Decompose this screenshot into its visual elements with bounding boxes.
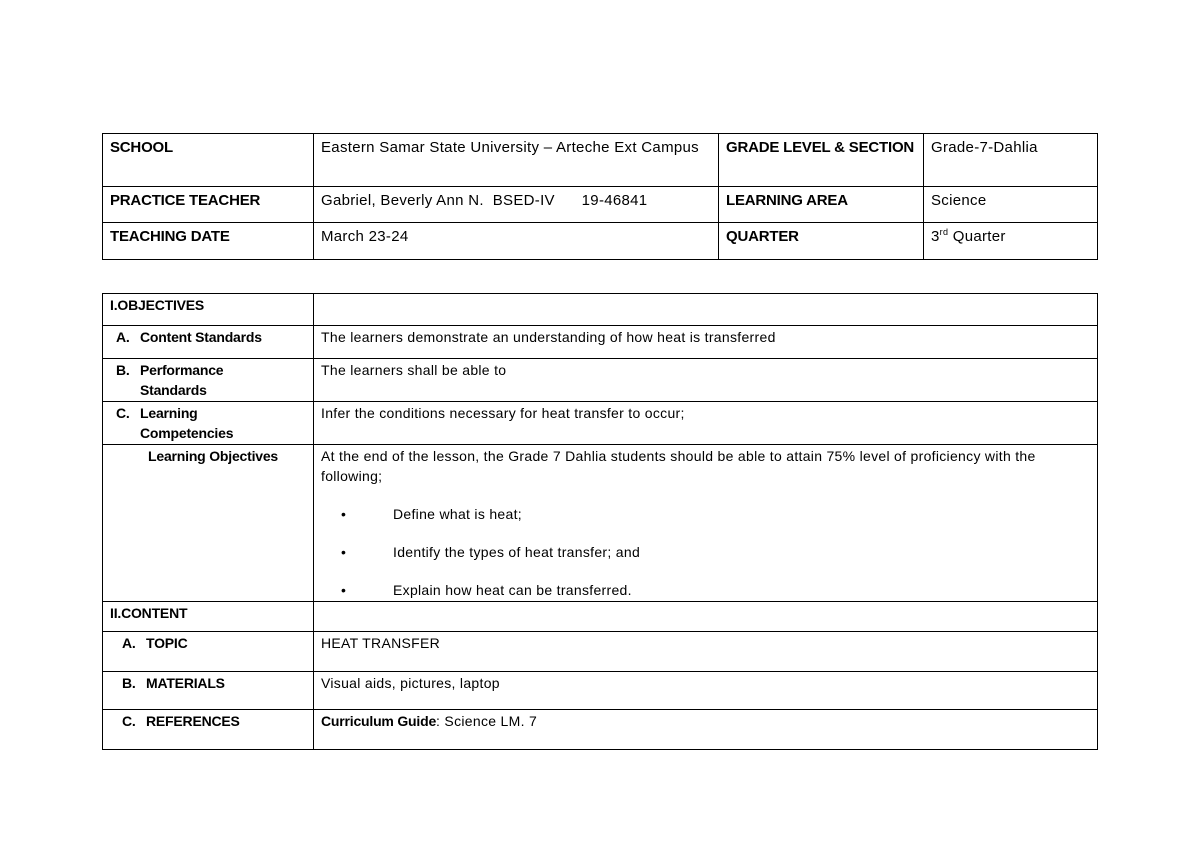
- objectives-heading-empty: [314, 294, 1098, 326]
- references-text-value: : Science LM. 7: [436, 713, 538, 729]
- references-value: [314, 710, 1098, 750]
- date-row: [103, 223, 1098, 260]
- objectives-heading-row: [103, 294, 1098, 326]
- teaching-date-label: TEACHING DATE: [103, 223, 314, 260]
- content-standards-text: Content Standards: [140, 329, 262, 345]
- quarter-value: [924, 223, 1098, 260]
- practice-teacher-value: Gabriel, Beverly Ann N. BSED-IV 19-46841: [314, 187, 719, 223]
- lesson-plan-table: [102, 293, 1098, 750]
- bullet-icon: •: [341, 506, 347, 522]
- competencies-letter: C.: [116, 405, 130, 421]
- topic-value: HEAT TRANSFER: [314, 632, 1098, 672]
- content-standards-row: [103, 326, 1098, 359]
- school-value: Eastern Samar State University – Arteche Ext Campus: [314, 134, 719, 187]
- teacher-row: [103, 187, 1098, 223]
- school-row: [103, 134, 1098, 187]
- bullet-icon: •: [341, 582, 347, 598]
- grade-level-label: GRADE LEVEL & SECTION: [719, 134, 924, 187]
- practice-teacher-label: PRACTICE TEACHER: [103, 187, 314, 223]
- objectives-heading: I.OBJECTIVES: [103, 294, 314, 326]
- learning-objectives-label: Learning Objectives: [103, 445, 314, 602]
- competencies-row: [103, 402, 1098, 445]
- content-standards-letter: A.: [116, 329, 130, 345]
- grade-level-value: Grade-7-Dahlia: [924, 134, 1098, 187]
- school-label: SCHOOL: [103, 134, 314, 187]
- content-standards-value: The learners demonstrate an understanding of how heat is transferred: [314, 326, 1098, 359]
- school-info-table: [102, 133, 1098, 260]
- learning-objectives-row: [103, 445, 1098, 602]
- references-row: [103, 710, 1098, 750]
- topic-text: TOPIC: [146, 635, 188, 651]
- content-standards-label: [110, 327, 306, 347]
- content-heading-row: [103, 602, 1098, 632]
- content-heading-empty: [314, 602, 1098, 632]
- quarter-number: 3: [931, 228, 940, 245]
- topic-letter: A.: [122, 635, 136, 651]
- list-item: [321, 504, 1090, 524]
- competencies-text: Learning Competencies: [140, 405, 234, 441]
- competencies-value: Infer the conditions necessary for heat transfer to occur;: [314, 402, 1098, 445]
- content-heading: II.CONTENT: [103, 602, 314, 632]
- list-item: [321, 542, 1090, 562]
- objective-text: Define what is heat;: [393, 506, 522, 522]
- performance-standards-letter: B.: [116, 362, 130, 378]
- references-guide: Curriculum Guide: [321, 713, 437, 729]
- competencies-label: [110, 403, 306, 443]
- references-label: [110, 711, 306, 731]
- references-letter: C.: [122, 713, 136, 729]
- learning-objectives-cell: [314, 445, 1098, 602]
- quarter-ordinal: rd: [939, 227, 949, 237]
- materials-label: [110, 673, 306, 693]
- materials-text: MATERIALS: [146, 675, 225, 691]
- performance-standards-label: [110, 360, 306, 400]
- quarter-label: QUARTER: [719, 223, 924, 260]
- performance-standards-text: Performance Standards: [140, 362, 224, 398]
- objective-text: Identify the types of heat transfer; and: [393, 544, 641, 560]
- list-item: [321, 580, 1090, 600]
- bullet-icon: •: [341, 544, 347, 560]
- materials-letter: B.: [122, 675, 136, 691]
- performance-standards-value: The learners shall be able to: [314, 359, 1098, 402]
- learning-area-label: LEARNING AREA: [719, 187, 924, 223]
- materials-value: Visual aids, pictures, laptop: [314, 672, 1098, 710]
- materials-row: [103, 672, 1098, 710]
- quarter-word: Quarter: [948, 228, 1006, 245]
- learning-area-value: Science: [924, 187, 1098, 223]
- references-text: REFERENCES: [146, 713, 240, 729]
- teaching-date-value: March 23-24: [314, 223, 719, 260]
- performance-standards-row: [103, 359, 1098, 402]
- learning-objectives-intro: At the end of the lesson, the Grade 7 Dahlia students should be able to attain 75% level of proficiency with the following;: [321, 448, 1036, 484]
- learning-objectives-list: [321, 504, 1090, 600]
- topic-label: [110, 633, 306, 653]
- topic-row: [103, 632, 1098, 672]
- objective-text: Explain how heat can be transferred.: [393, 582, 632, 598]
